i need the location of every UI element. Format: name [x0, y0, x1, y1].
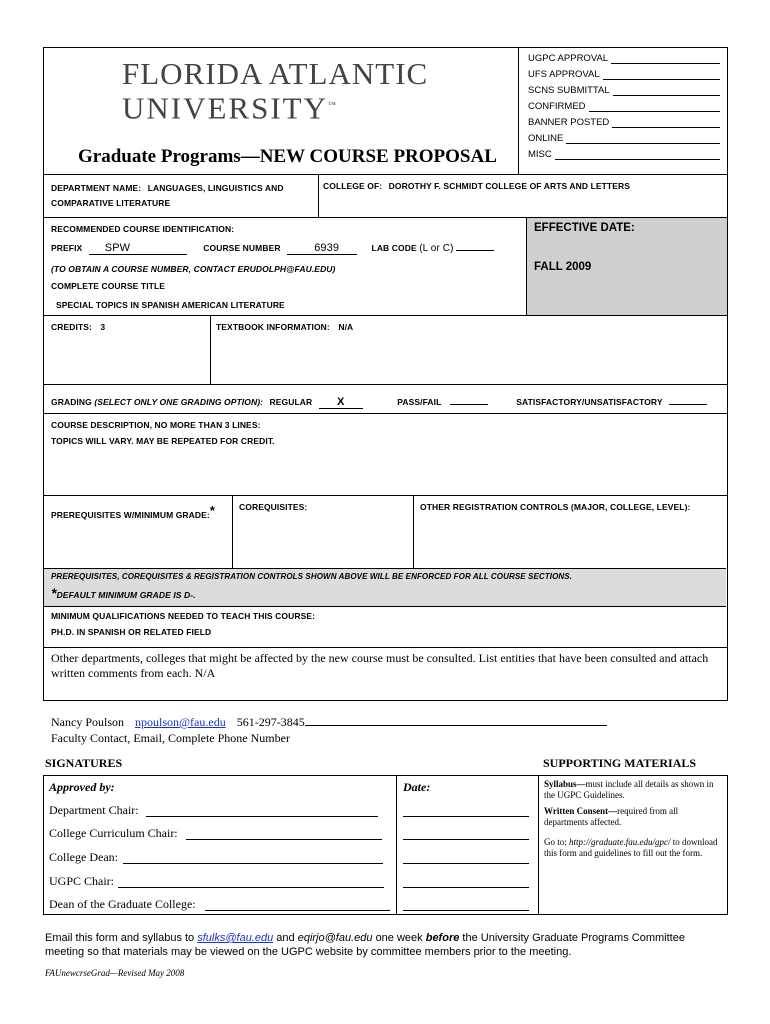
course-number-value: 6939 [314, 242, 340, 254]
regular-field[interactable] [319, 396, 363, 409]
credits-divider [210, 315, 211, 384]
syllabus-text: must include all details as shown in the UGPC Guidelines. [544, 779, 714, 800]
course-number-label: COURSE NUMBER [203, 243, 281, 253]
approval-item-label: BANNER POSTED [528, 117, 610, 128]
department-divider [318, 174, 319, 217]
passfail-field[interactable] [450, 404, 488, 405]
approval-divider [518, 47, 519, 174]
course-number-field[interactable] [287, 242, 357, 255]
prefix-field[interactable] [89, 242, 187, 255]
approval-item-line[interactable] [566, 143, 720, 144]
department-label: DEPARTMENT NAME: [51, 183, 142, 193]
enforced-note: PREREQUISITES, COREQUISITES & REGISTRATION CONTROLS SHOWN ABOVE WILL BE ENFORCED FOR ALL COURSE SECTIONS. [51, 572, 573, 581]
revision-note: FAUnewcrseGrad—Revised May 2008 [45, 968, 185, 978]
approval-item [528, 131, 720, 147]
textbook-label: TEXTBOOK INFORMATION: [216, 322, 330, 332]
consult-text: Other departments, colleges that might be affected by the new course must be consulted. List entities that have been consulted and attach written comments from each. N/A [51, 651, 709, 680]
coreq-divider [413, 495, 414, 568]
credits-label: CREDITS: [51, 322, 92, 332]
guidelines-link[interactable]: http://graduate.fau.edu/gpc/ [569, 837, 671, 847]
prereq-divider [232, 495, 233, 568]
syllabus-bold: Syllabus— [544, 779, 586, 789]
divider-5 [43, 413, 727, 414]
footer-email-1[interactable]: sfulks@fau.edu [197, 932, 274, 944]
contact-caption: Faculty Contact, Email, Complete Phone Number [51, 731, 290, 745]
contact-phone-line [305, 725, 607, 726]
signature-label: Department Chair: [49, 803, 139, 817]
divider-3 [43, 315, 727, 316]
form-title: Graduate Programs—NEW COURSE PROPOSAL [78, 146, 497, 167]
approval-item-label: UFS APPROVAL [528, 69, 600, 80]
textbook-value: N/A [338, 322, 354, 332]
signatures-heading: SIGNATURES [45, 756, 123, 770]
approval-item [528, 51, 720, 67]
prereq-label-text: PREREQUISITES W/MINIMUM GRADE: [51, 510, 210, 520]
qualifications-label: MINIMUM QUALIFICATIONS NEEDED TO TEACH THIS COURSE: [51, 611, 316, 621]
course-id-fields [51, 242, 521, 255]
satisfactory-field[interactable] [669, 404, 707, 405]
grading-note: (SELECT ONLY ONE GRADING OPTION): [94, 397, 264, 407]
contact-phone: 561-297-3845 [236, 715, 305, 729]
logo-top-text: FLORIDA ATLANTIC [122, 56, 429, 91]
approval-item [528, 115, 720, 131]
consent-text: required from all departments affected. [544, 806, 679, 827]
grading-label: GRADING [51, 397, 92, 407]
university-logo [122, 56, 462, 126]
course-title-label: COMPLETE COURSE TITLE [51, 281, 166, 291]
approval-item-line[interactable] [611, 63, 720, 64]
footer-text-1: Email this form and syllabus to [45, 932, 195, 944]
default-grade-text: DEFAULT MINIMUM GRADE IS D-. [56, 590, 196, 600]
prerequisites-label [51, 503, 215, 520]
approval-item-line[interactable] [612, 127, 720, 128]
footer-text-2: and [276, 932, 295, 944]
college-field [323, 181, 723, 191]
signature-line[interactable] [205, 910, 390, 911]
date-line[interactable] [403, 863, 529, 864]
prereq-star: * [209, 503, 216, 518]
default-grade-star: * [51, 585, 57, 601]
signature-line[interactable] [123, 863, 383, 864]
logo-tm: ™ [328, 100, 338, 109]
divider-7 [43, 647, 727, 648]
textbook-field [216, 322, 353, 332]
footer-email-2[interactable]: eqirjo@fau.edu [297, 932, 373, 944]
prefix-label: PREFIX [51, 243, 83, 253]
signature-line[interactable] [118, 887, 384, 888]
course-title-value: SPECIAL TOPICS IN SPANISH AMERICAN LITERATURE [56, 300, 285, 310]
footer-before: before [425, 932, 460, 944]
approval-item [528, 147, 720, 163]
lab-code-label: LAB CODE [371, 243, 417, 253]
date-line[interactable] [403, 839, 529, 840]
approved-by-label: Approved by: [49, 780, 115, 794]
default-grade-note [51, 585, 196, 601]
satisfactory-label: SATISFACTORY/UNSATISFACTORY [516, 397, 663, 407]
college-value: DOROTHY F. SCHMIDT COLLEGE OF ARTS AND LETTERS [388, 181, 630, 191]
grading-row [51, 396, 721, 409]
approval-item-label: UGPC APPROVAL [528, 53, 609, 64]
approval-item [528, 99, 720, 115]
signature-line[interactable] [186, 839, 382, 840]
footer-text-4: the University Graduate Programs Committee meeting so that materials may be viewed on the UGPC website by committee members prior to the meeting. [45, 932, 685, 958]
contact-line [51, 715, 607, 730]
approval-item-line[interactable] [603, 79, 720, 80]
signature-label: College Curriculum Chair: [49, 826, 178, 840]
description-label: COURSE DESCRIPTION, NO MORE THAN 3 LINES: [51, 420, 261, 430]
consent-bold: Written Consent— [544, 806, 618, 816]
signature-supporting-divider [538, 775, 539, 914]
lab-code-field[interactable] [456, 250, 494, 251]
logo-university-word: UNIVERSITY [122, 90, 328, 126]
approval-item-label: ONLINE [528, 133, 564, 144]
syllabus-note [544, 779, 720, 801]
approval-item-label: SCNS SUBMITTAL [528, 85, 610, 96]
prefix-value: SPW [104, 242, 131, 254]
goto-text: Go to: [544, 837, 567, 847]
effective-date-value: FALL 2009 [534, 261, 592, 273]
divider-1 [43, 174, 727, 175]
approval-item-line[interactable] [555, 159, 720, 160]
contact-email-link[interactable]: npoulson@fau.edu [135, 715, 226, 729]
date-line[interactable] [403, 816, 529, 817]
course-number-note: (TO OBTAIN A COURSE NUMBER, CONTACT ERUDOLPH@FAU.EDU) [51, 264, 336, 274]
passfail-label: PASS/FAIL [397, 397, 442, 407]
supporting-heading: SUPPORTING MATERIALS [543, 756, 697, 770]
description-value: TOPICS WILL VARY. MAY BE REPEATED FOR CREDIT. [51, 436, 275, 446]
date-line[interactable] [403, 910, 529, 911]
corequisites-label: COREQUISITES: [239, 502, 308, 512]
footer-instructions [45, 931, 725, 959]
footer-text-3: one week [375, 932, 423, 944]
consent-note [544, 806, 720, 828]
department-value: LANGUAGES, LINGUISTICS AND COMPARATIVE LITERATURE [51, 183, 284, 208]
goto-rest: to download this form and guidelines to fill out the form. [544, 837, 718, 858]
approval-item [528, 67, 720, 83]
approval-item-label: MISC [528, 149, 552, 160]
department-field [51, 181, 311, 211]
lab-code-hint: (L or C) [419, 243, 454, 254]
logo-bottom-text [122, 90, 462, 126]
approval-item-label: CONFIRMED [528, 101, 586, 112]
signature-line[interactable] [146, 816, 378, 817]
contact-name: Nancy Poulson [51, 715, 124, 729]
signature-label: Dean of the Graduate College: [49, 897, 196, 911]
signature-date-divider [396, 775, 397, 914]
regular-value: X [337, 396, 345, 408]
approval-list [528, 51, 720, 163]
supporting-materials [544, 779, 720, 859]
approval-item-line[interactable] [613, 95, 720, 96]
approval-item [528, 83, 720, 99]
date-label: Date: [403, 780, 431, 794]
college-label: COLLEGE OF: [323, 181, 383, 191]
credits-value: 3 [100, 322, 106, 332]
date-line[interactable] [403, 887, 529, 888]
qualifications-value: PH.D. IN SPANISH OR RELATED FIELD [51, 627, 212, 637]
course-id-heading: RECOMMENDED COURSE IDENTIFICATION: [51, 224, 235, 234]
credits-field [51, 322, 105, 332]
effective-date-label: EFFECTIVE DATE: [534, 222, 635, 234]
divider-6 [43, 495, 727, 496]
approval-item-line[interactable] [589, 111, 720, 112]
regular-label: REGULAR [269, 397, 313, 407]
signature-label: College Dean: [49, 850, 118, 864]
goto-note [544, 837, 720, 859]
divider-4 [43, 384, 727, 385]
other-controls-label: OTHER REGISTRATION CONTROLS (MAJOR, COLLEGE, LEVEL): [420, 502, 691, 512]
signature-label: UGPC Chair: [49, 874, 115, 888]
